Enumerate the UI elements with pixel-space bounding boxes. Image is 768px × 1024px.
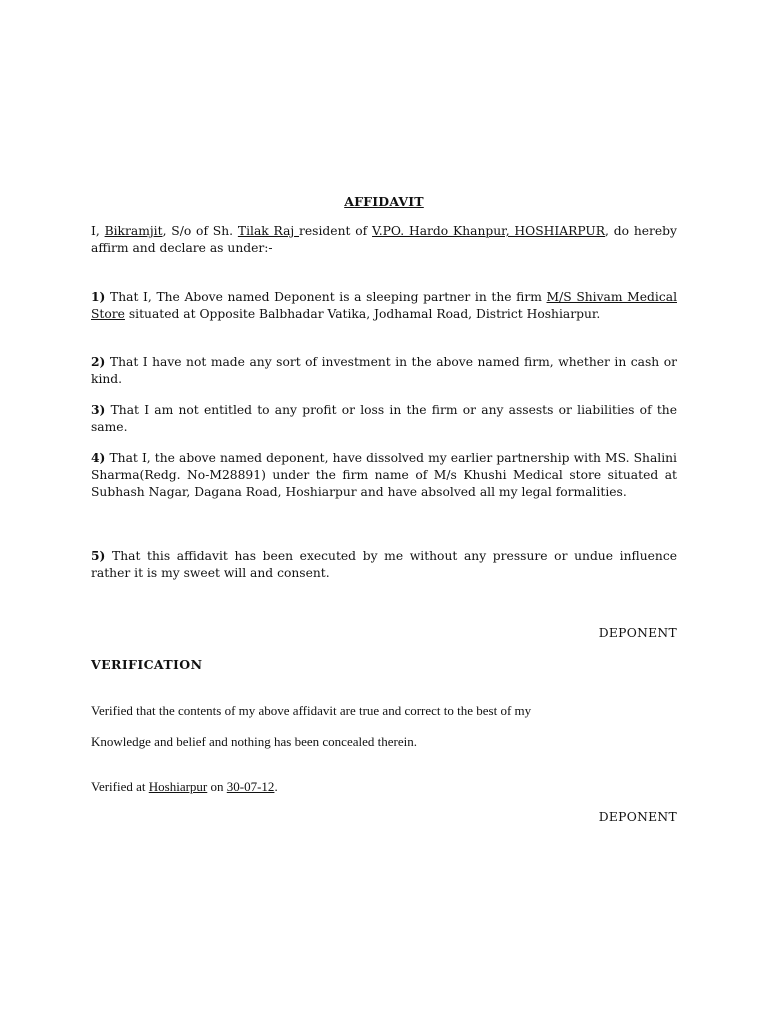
- document-title: AFFIDAVIT: [344, 194, 424, 209]
- clause-3: [91, 401, 677, 436]
- verification-heading: VERIFICATION: [91, 657, 203, 672]
- clause-number: 5): [91, 548, 106, 563]
- firm-name: M/S Shivam Medical Store: [91, 290, 677, 321]
- clause-text: That this affidavit has been executed by me without any pressure or undue influence rather it is my sweet will and consent.: [91, 549, 677, 580]
- verified-at-prefix: Verified at: [91, 779, 149, 794]
- deponent-signature-label-2: DEPONENT: [598, 810, 677, 824]
- intro-text-4: , do hereby affirm and declare as under:-: [91, 224, 677, 255]
- clause-5: [91, 547, 677, 582]
- clause-text: That I, The Above named Deponent is a sleeping partner in the firm: [105, 290, 547, 304]
- clause-4: [91, 449, 677, 501]
- deponent-name: Bikramjit: [104, 224, 163, 238]
- verified-on-text: on: [207, 779, 227, 794]
- father-name: Tilak Raj: [237, 224, 300, 238]
- verification-date: 30-07-12: [226, 779, 275, 794]
- clause-2: [91, 353, 677, 388]
- verification-line-2: Knowledge and belief and nothing has been concealed therein.: [91, 734, 417, 749]
- clause-number: 4): [91, 450, 106, 465]
- verified-end: .: [274, 779, 278, 794]
- clause-number: 3): [91, 402, 106, 417]
- clause-1: [91, 288, 677, 323]
- clause-text: That I am not entitled to any profit or loss in the firm or any assests or liabilities of the same.: [91, 403, 677, 434]
- clause-number: 2): [91, 354, 106, 369]
- clause-text: That I have not made any sort of investment in the above named firm, whether in cash or kind.: [91, 355, 677, 386]
- verified-at-line: [91, 779, 278, 795]
- intro-text-3: resident of: [299, 224, 373, 238]
- deponent-signature-label: DEPONENT: [598, 626, 677, 640]
- intro-text-2: , S/o of Sh.: [162, 224, 238, 238]
- deponent-address: V.PO. Hardo Khanpur, HOSHIARPUR: [372, 224, 606, 238]
- clause-text: situated at Opposite Balbhadar Vatika, Jodhamal Road, District Hoshiarpur.: [124, 307, 601, 321]
- verification-line-1: Verified that the contents of my above affidavit are true and correct to the best of my: [91, 703, 532, 718]
- clause-number: 1): [91, 289, 106, 304]
- verification-place: Hoshiarpur: [148, 779, 208, 794]
- intro-paragraph: [91, 223, 677, 257]
- clause-text: That I, the above named deponent, have dissolved my earlier partnership with MS. Shalini Sharma(Redg. No-M28891) under the firm name of M/s Khushi Medical store situated at Subhash Nagar, Dagana Road, Hoshiarpur and have absolved all my legal formalities.: [91, 451, 677, 499]
- intro-text-1: I,: [91, 224, 105, 238]
